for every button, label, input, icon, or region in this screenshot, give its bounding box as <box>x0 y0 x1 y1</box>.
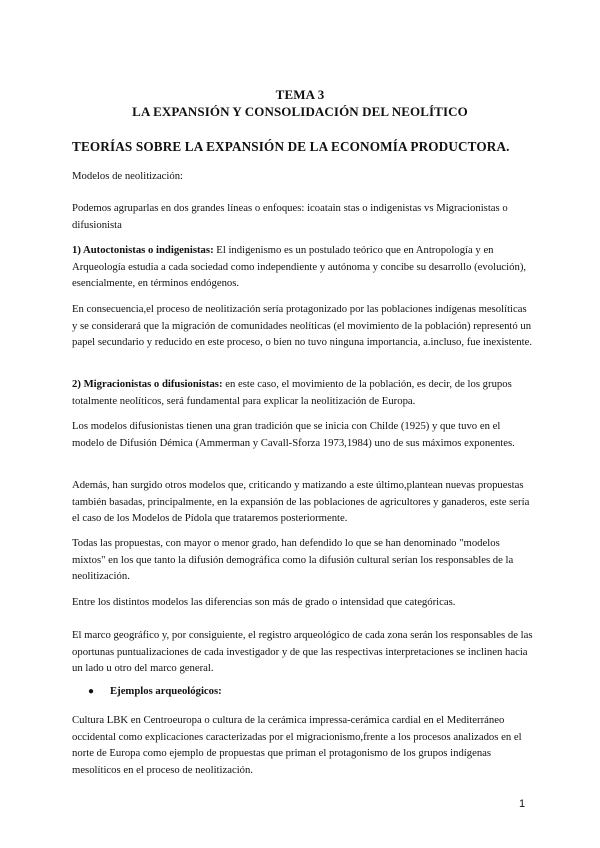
migracionistas-text: en este caso, el movimiento de la población, es decir, de los grupos totalmente neolíticos, será fundamental para explicar la neolitización de Europa. <box>72 378 512 407</box>
paragraph-enfoques: Podemos agruparlas en dos grandes líneas o enfoques: icoatain stas o indigenistas vs Migracionistas o difusionista <box>72 202 508 231</box>
paragraph-autoctonistas <box>72 242 534 292</box>
autoctonistas-text: El indigenismo es un postulado teórico que en Antropología y en Arqueología estudia a cada sociedad como independiente y autónoma y concibe su desarrollo (evolución), esencialmente, en términos endógenos. <box>72 244 527 289</box>
bullet-dot-icon: ● <box>88 686 95 697</box>
bullet-item <box>88 685 222 697</box>
paragraph-otros-modelos: Además, han surgido otros modelos que, criticando y matizando a este último,plantean nuevas propuestas también basadas, principalmente, en la expansión de las poblaciones de agricultores y ganaderos, este sería el caso de los Modelos de Pídola que trataremos posteriormente. <box>72 479 530 524</box>
paragraph-marco-geografico: El marco geográfico y, por consiguiente, el registro arqueológico de cada zona serán los responsables de las oportunas puntualizaciones de cada investigador y de que las respectivas interpretaciones se inclinen hacia un lado u otro del marco general. <box>72 629 533 674</box>
paragraph-modelos-mixtos: Todas las propuestas, con mayor o menor grado, han defendido lo que se han denominado "modelos mixtos" en los que tanto la difusión demográfica como la difusión cultural serían los responsables de la neolitización. <box>72 537 514 582</box>
migracionistas-label: 2) Migracionistas o difusionistas: <box>72 378 223 390</box>
paragraph-ejemplos: Cultura LBK en Centroeuropa o cultura de la cerámica impressa-cerámica cardial en el Mediterráneo occidental como explicaciones caracterizadas por el migracionismo,frente a los procesos analizados en el norte de Europa como ejemplo de propuestas que priman el protagonismo de los grupos indígenas mesolíticos en el proceso de neolitización. <box>72 714 522 776</box>
paragraph-consecuencia: En consecuencia,el proceso de neolitización sería protagonizado por las poblaciones indígenas mesolíticas y se considerará que la migración de comunidades neolíticas (el movimiento de la población) representó un papel secundario y reducido en este proceso, o bien no tuvo ninguna importancia, a.incluso, fue inexistente. <box>72 303 533 348</box>
paragraph-migracionistas <box>72 376 534 409</box>
autoctonistas-label: 1) Autoctonistas o indigenistas: <box>72 244 214 256</box>
document-title: LA EXPANSIÓN Y CONSOLIDACIÓN DEL NEOLÍTICO <box>132 104 468 119</box>
page-number: 1 <box>519 798 526 810</box>
bullet-label: Ejemplos arqueológicos: <box>110 685 222 697</box>
paragraph-diferencias: Entre los distintos modelos las diferencias son más de grado o intensidad que categóricas. <box>72 596 456 608</box>
paragraph-modelos: Modelos de neolitización: <box>72 170 184 182</box>
section-heading: TEORÍAS SOBRE LA EXPANSIÓN DE LA ECONOMÍA PRODUCTORA. <box>72 139 510 154</box>
tema-heading: TEMA 3 <box>275 87 325 102</box>
paragraph-difusionistas: Los modelos difusionistas tienen una gran tradición que se inicia con Childe (1925) y que tuvo en el modelo de Difusión Démica (Ammerman y Cavall-Sforza 1973,1984) uno de sus máximos exponentes. <box>72 420 515 449</box>
